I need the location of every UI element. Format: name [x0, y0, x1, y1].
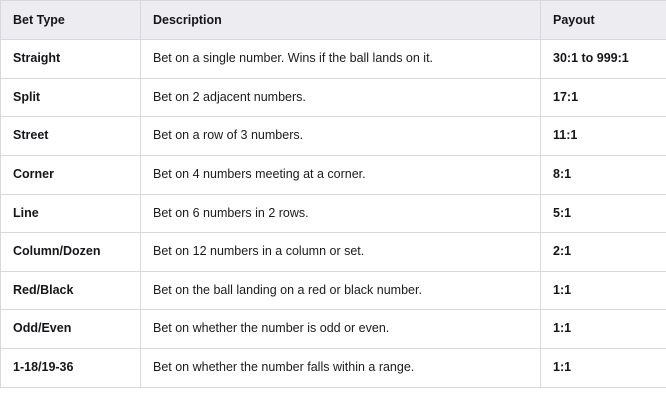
cell-bet-type: 1-18/19-36 [1, 349, 141, 388]
table-body [1, 40, 666, 388]
cell-description: Bet on 2 adjacent numbers. [141, 78, 541, 117]
cell-description: Bet on 12 numbers in a column or set. [141, 233, 541, 272]
cell-bet-type: Line [1, 194, 141, 233]
table-row [1, 155, 666, 194]
cell-bet-type: Column/Dozen [1, 233, 141, 272]
table-header-row [1, 1, 666, 40]
cell-description: Bet on 4 numbers meeting at a corner. [141, 155, 541, 194]
table-row [1, 233, 666, 272]
cell-bet-type: Split [1, 78, 141, 117]
cell-description: Bet on whether the number falls within a range. [141, 349, 541, 388]
table-row [1, 194, 666, 233]
table-row [1, 349, 666, 388]
cell-payout: 17:1 [541, 78, 666, 117]
cell-bet-type: Corner [1, 155, 141, 194]
table-row [1, 117, 666, 156]
cell-payout: 1:1 [541, 349, 666, 388]
cell-payout: 1:1 [541, 271, 666, 310]
cell-payout: 2:1 [541, 233, 666, 272]
cell-payout: 30:1 to 999:1 [541, 40, 666, 79]
cell-bet-type: Odd/Even [1, 310, 141, 349]
table-row [1, 78, 666, 117]
column-header-bet-type: Bet Type [1, 1, 141, 40]
table-header [1, 1, 666, 40]
table-row [1, 271, 666, 310]
cell-bet-type: Street [1, 117, 141, 156]
cell-payout: 5:1 [541, 194, 666, 233]
cell-payout: 8:1 [541, 155, 666, 194]
cell-description: Bet on a single number. Wins if the ball lands on it. [141, 40, 541, 79]
cell-description: Bet on whether the number is odd or even. [141, 310, 541, 349]
column-header-payout: Payout [541, 1, 666, 40]
cell-description: Bet on a row of 3 numbers. [141, 117, 541, 156]
table-row [1, 40, 666, 79]
cell-payout: 11:1 [541, 117, 666, 156]
column-header-description: Description [141, 1, 541, 40]
cell-payout: 1:1 [541, 310, 666, 349]
cell-description: Bet on the ball landing on a red or black number. [141, 271, 541, 310]
cell-description: Bet on 6 numbers in 2 rows. [141, 194, 541, 233]
table-row [1, 310, 666, 349]
cell-bet-type: Red/Black [1, 271, 141, 310]
cell-bet-type: Straight [1, 40, 141, 79]
